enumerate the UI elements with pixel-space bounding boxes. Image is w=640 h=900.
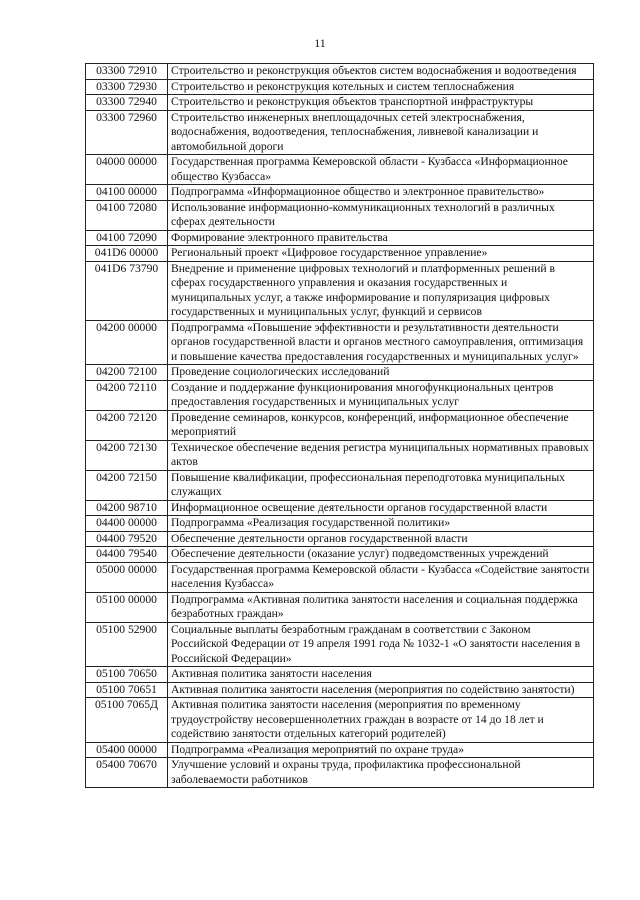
table-row [86, 110, 594, 155]
table-body [86, 64, 594, 788]
table-row [86, 64, 594, 80]
row-code: 04100 00000 [86, 185, 168, 201]
row-name: Использование информационно-коммуникационных технологий в различных сферах деятельности [168, 200, 594, 230]
row-name: Активная политика занятости населения (мероприятия по временному трудоустройству несовершеннолетних граждан в возрасте от 14 до 18 лет и содействию занятости отдельных категорий родителей) [168, 698, 594, 743]
row-code: 05000 00000 [86, 562, 168, 592]
row-name: Социальные выплаты безработным гражданам в соответствии с Законом Российской Федерации от 19 апреля 1991 года № 1032-1 «О занятости населения в Российской Федерации» [168, 622, 594, 667]
row-name: Техническое обеспечение ведения регистра муниципальных нормативных правовых актов [168, 440, 594, 470]
table-row [86, 592, 594, 622]
table-row [86, 261, 594, 320]
table-row [86, 516, 594, 532]
row-code: 03300 72960 [86, 110, 168, 155]
row-name: Обеспечение деятельности (оказание услуг) подведомственных учреждений [168, 547, 594, 563]
table-row [86, 698, 594, 743]
row-name: Активная политика занятости населения (мероприятия по содействию занятости) [168, 682, 594, 698]
row-name: Строительство и реконструкция объектов систем водоснабжения и водоотведения [168, 64, 594, 80]
row-name: Подпрограмма «Активная политика занятости населения и социальная поддержка безработных граждан» [168, 592, 594, 622]
row-name: Подпрограмма «Информационное общество и электронное правительство» [168, 185, 594, 201]
table-row [86, 500, 594, 516]
row-code: 04200 72110 [86, 380, 168, 410]
row-code: 03300 72910 [86, 64, 168, 80]
row-code: 04200 72100 [86, 365, 168, 381]
table-row [86, 365, 594, 381]
table-row [86, 562, 594, 592]
row-code: 03300 72930 [86, 79, 168, 95]
page-number: 11 [314, 36, 326, 50]
table-row [86, 320, 594, 365]
row-code: 04200 72150 [86, 470, 168, 500]
row-name: Внедрение и применение цифровых технологий и платформенных решений в сферах государственного управления и оказания государственных и муниципальных услуг, а также информирование и популяризация цифровых государственных и муниципальных услуг, функций и сервисов [168, 261, 594, 320]
row-code: 05100 70650 [86, 667, 168, 683]
row-name: Государственная программа Кемеровской области - Кузбасса «Содействие занятости населения Кузбасса» [168, 562, 594, 592]
row-code: 04200 72130 [86, 440, 168, 470]
row-name: Строительство и реконструкция котельных и систем теплоснабжения [168, 79, 594, 95]
row-code: 05400 00000 [86, 742, 168, 758]
table-row [86, 742, 594, 758]
row-code: 05100 52900 [86, 622, 168, 667]
row-name: Строительство инженерных внеплощадочных сетей электроснабжения, водоснабжения, водоотведения, теплоснабжения, ливневой канализации и автомобильной дороги [168, 110, 594, 155]
row-code: 04200 00000 [86, 320, 168, 365]
budget-classification-table [85, 63, 594, 788]
row-code: 05100 7065Д [86, 698, 168, 743]
table-row [86, 667, 594, 683]
row-name: Подпрограмма «Повышение эффективности и результативности деятельности органов государственной власти и органов местного самоуправления, оптимизация и повышение качества предоставления государственных и муниципальных услуг» [168, 320, 594, 365]
table-row [86, 682, 594, 698]
table-row [86, 440, 594, 470]
row-name: Проведение семинаров, конкурсов, конференций, информационное обеспечение мероприятий [168, 410, 594, 440]
table-row [86, 185, 594, 201]
row-name: Подпрограмма «Реализация мероприятий по охране труда» [168, 742, 594, 758]
table-row [86, 531, 594, 547]
row-name: Формирование электронного правительства [168, 230, 594, 246]
table-row [86, 547, 594, 563]
row-code: 04100 72090 [86, 230, 168, 246]
row-name: Строительство и реконструкция объектов транспортной инфраструктуры [168, 95, 594, 111]
row-code: 05100 00000 [86, 592, 168, 622]
table-row [86, 470, 594, 500]
table-row [86, 200, 594, 230]
row-code: 04200 72120 [86, 410, 168, 440]
row-code: 041D6 73790 [86, 261, 168, 320]
table-row [86, 758, 594, 788]
row-name: Государственная программа Кемеровской области - Кузбасса «Информационное общество Кузбасса» [168, 155, 594, 185]
row-code: 03300 72940 [86, 95, 168, 111]
row-name: Обеспечение деятельности органов государственной власти [168, 531, 594, 547]
table-row [86, 79, 594, 95]
table-row [86, 95, 594, 111]
row-name: Проведение социологических исследований [168, 365, 594, 381]
row-name: Информационное освещение деятельности органов государственной власти [168, 500, 594, 516]
table-row [86, 380, 594, 410]
row-name: Подпрограмма «Реализация государственной политики» [168, 516, 594, 532]
row-code: 05100 70651 [86, 682, 168, 698]
table-row [86, 246, 594, 262]
row-code: 041D6 00000 [86, 246, 168, 262]
table-row [86, 155, 594, 185]
row-code: 04000 00000 [86, 155, 168, 185]
row-code: 04100 72080 [86, 200, 168, 230]
row-name: Активная политика занятости населения [168, 667, 594, 683]
row-name: Улучшение условий и охраны труда, профилактика профессиональной заболеваемости работников [168, 758, 594, 788]
row-code: 04400 79520 [86, 531, 168, 547]
row-code: 04400 00000 [86, 516, 168, 532]
table-row [86, 410, 594, 440]
row-name: Создание и поддержание функционирования многофункциональных центров предоставления государственных и муниципальных услуг [168, 380, 594, 410]
table-row [86, 622, 594, 667]
row-code: 05400 70670 [86, 758, 168, 788]
row-code: 04200 98710 [86, 500, 168, 516]
row-code: 04400 79540 [86, 547, 168, 563]
row-name: Повышение квалификации, профессиональная переподготовка муниципальных служащих [168, 470, 594, 500]
table-row [86, 230, 594, 246]
row-name: Региональный проект «Цифровое государственное управление» [168, 246, 594, 262]
